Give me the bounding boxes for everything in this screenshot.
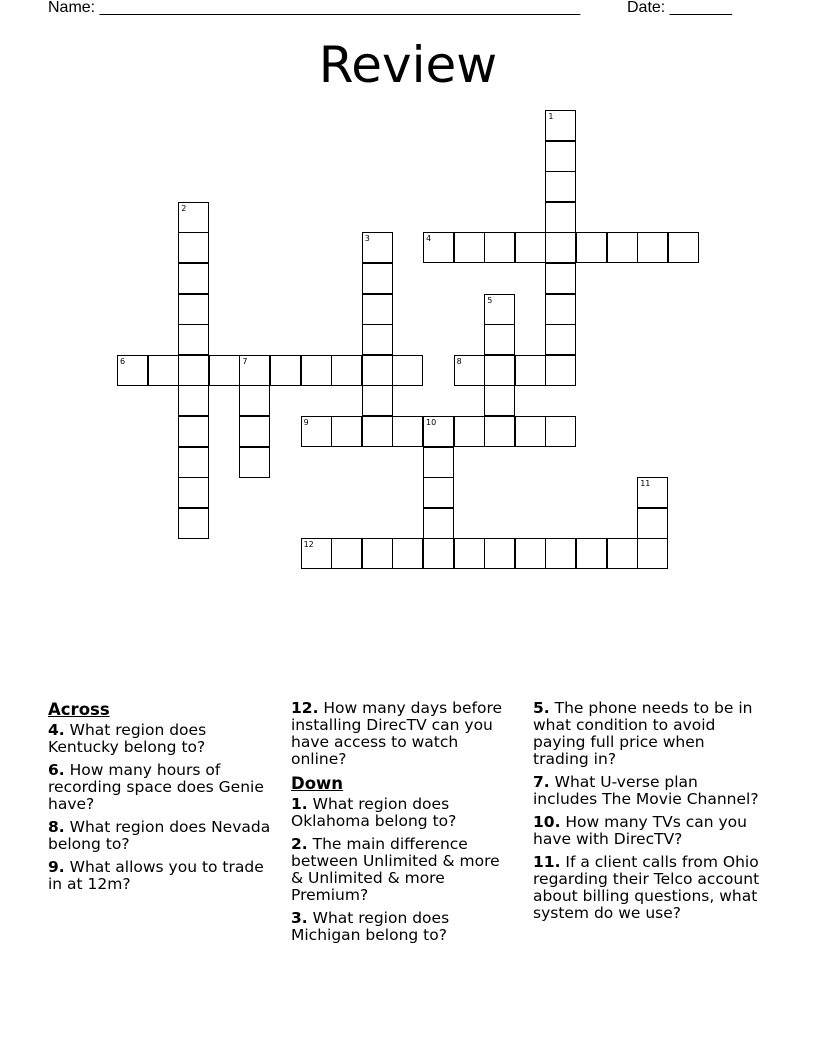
clue-column-2 [291, 700, 513, 950]
grid-cell[interactable] [423, 508, 454, 539]
grid-cell[interactable] [331, 538, 362, 569]
grid-cell[interactable] [362, 385, 393, 416]
grid-cell[interactable] [484, 232, 515, 263]
grid-cell[interactable] [484, 416, 515, 447]
grid-cell[interactable] [484, 324, 515, 355]
grid-cell[interactable] [545, 294, 576, 325]
clue-number-3: 3 [364, 234, 370, 244]
grid-cell[interactable] [178, 447, 209, 478]
grid-cell[interactable] [423, 447, 454, 478]
clue-number-1: 1 [548, 112, 554, 121]
grid-cell[interactable] [545, 324, 576, 355]
grid-cell[interactable] [362, 294, 393, 325]
clue-down-5: 5. The phone needs to be in what condition to avoid paying full price when trading in? [533, 699, 753, 768]
grid-cell[interactable] [301, 538, 332, 569]
clue-number-4: 4 [426, 234, 432, 244]
clue-number-6: 6 [120, 356, 126, 366]
grid-cell[interactable] [545, 110, 576, 141]
clue-column-3 [533, 700, 763, 928]
grid-cell[interactable] [545, 355, 576, 386]
grid-cell[interactable] [178, 416, 209, 447]
grid-cell[interactable] [637, 508, 668, 539]
grid-cell[interactable] [178, 202, 209, 233]
grid-cell[interactable] [117, 355, 148, 386]
grid-cell[interactable] [331, 355, 362, 386]
grid-cell[interactable] [392, 355, 423, 386]
grid-cell[interactable] [239, 416, 270, 447]
grid-cell[interactable] [362, 263, 393, 294]
grid-cell[interactable] [178, 385, 209, 416]
grid-cell[interactable] [148, 355, 179, 386]
grid-cell[interactable] [239, 447, 270, 478]
clue-across-4: 4. What region does Kentucky belong to? [48, 721, 207, 756]
grid-cell[interactable] [484, 294, 515, 325]
clue-down-10: 10. How many TVs can you have with DirecTV? [533, 813, 747, 848]
grid-cell[interactable] [178, 477, 209, 508]
clue-number-10: 10 [426, 418, 437, 427]
grid-cell[interactable] [178, 508, 209, 539]
clue-across-9: 9. What allows you to trade in at 12m? [48, 858, 264, 893]
clue-down-3: 3. What region does Michigan belong to? [291, 909, 450, 944]
grid-cell[interactable] [607, 538, 638, 569]
grid-cell[interactable] [607, 232, 638, 263]
grid-cell[interactable] [515, 416, 546, 447]
clue-number-11: 11 [640, 479, 651, 489]
grid-cell[interactable] [178, 324, 209, 355]
grid-cell[interactable] [545, 202, 576, 233]
clue-column-1 [48, 700, 278, 899]
grid-cell[interactable] [545, 263, 576, 294]
grid-cell[interactable] [545, 232, 576, 263]
grid-cell[interactable] [423, 477, 454, 508]
grid-cell[interactable] [576, 232, 607, 263]
grid-cell[interactable] [454, 232, 485, 263]
grid-cell[interactable] [545, 416, 576, 447]
grid-cell[interactable] [362, 232, 393, 263]
grid-cell[interactable] [362, 324, 393, 355]
grid-cell[interactable] [178, 232, 209, 263]
clue-down-1: 1. What region does Oklahoma belong to? [291, 795, 457, 830]
down-heading: Down [291, 774, 344, 793]
grid-cell[interactable] [515, 355, 546, 386]
grid-cell[interactable] [454, 416, 485, 447]
grid-cell[interactable] [301, 355, 332, 386]
clue-down-11: 11. If a client calls from Ohio regarding their Telco account about billing questions, what system do we use? [533, 853, 760, 922]
grid-cell[interactable] [637, 538, 668, 569]
grid-cell[interactable] [239, 385, 270, 416]
grid-cell[interactable] [178, 355, 209, 386]
grid-cell[interactable] [423, 416, 454, 447]
grid-cell[interactable] [454, 538, 485, 569]
clue-number-2: 2 [181, 203, 187, 213]
clue-number-9: 9 [303, 418, 309, 427]
page-title: Review [318, 36, 498, 94]
grid-cell[interactable] [668, 232, 699, 263]
grid-cell[interactable] [484, 355, 515, 386]
clue-across-6: 6. How many hours of recording space does Genie have? [48, 761, 264, 813]
grid-cell[interactable] [392, 538, 423, 569]
grid-cell[interactable] [178, 294, 209, 325]
grid-cell[interactable] [484, 538, 515, 569]
name-line[interactable]: ______________________________________________________ [99, 0, 581, 16]
clue-number-12: 12 [303, 540, 314, 550]
grid-cell[interactable] [484, 385, 515, 416]
grid-cell[interactable] [515, 232, 546, 263]
grid-cell[interactable] [362, 538, 393, 569]
grid-cell[interactable] [515, 538, 546, 569]
grid-cell[interactable] [545, 141, 576, 172]
name-label: Name: [48, 0, 100, 16]
clue-down-7: 7. What U-verse plan includes The Movie Channel? [533, 773, 759, 808]
clue-across-12: 12. How many days before installing DirecTV can you have access to watch online? [291, 699, 503, 768]
grid-cell[interactable] [301, 416, 332, 447]
across-heading: Across [48, 700, 110, 719]
grid-cell[interactable] [454, 355, 485, 386]
grid-cell[interactable] [423, 538, 454, 569]
grid-cell[interactable] [331, 416, 362, 447]
grid-cell[interactable] [423, 232, 454, 263]
grid-cell[interactable] [576, 538, 607, 569]
grid-cell[interactable] [270, 355, 301, 386]
grid-cell[interactable] [362, 416, 393, 447]
date-line[interactable]: _______ [669, 0, 732, 16]
grid-cell[interactable] [362, 355, 393, 386]
clue-number-7: 7 [242, 356, 248, 366]
grid-cell[interactable] [239, 355, 270, 386]
date-label: Date: [627, 0, 670, 16]
clue-number-5: 5 [487, 295, 493, 305]
grid-cell[interactable] [178, 263, 209, 294]
clue-number-8: 8 [456, 356, 462, 366]
clue-across-8: 8. What region does Nevada belong to? [48, 818, 271, 853]
grid-cell[interactable] [545, 171, 576, 202]
grid-cell[interactable] [209, 355, 240, 386]
grid-cell[interactable] [545, 538, 576, 569]
grid-cell[interactable] [392, 416, 423, 447]
grid-cell[interactable] [637, 232, 668, 263]
clue-down-2: 2. The main difference between Unlimited & more & Unlimited & more Premium? [291, 835, 500, 904]
grid-cell[interactable] [637, 477, 668, 508]
